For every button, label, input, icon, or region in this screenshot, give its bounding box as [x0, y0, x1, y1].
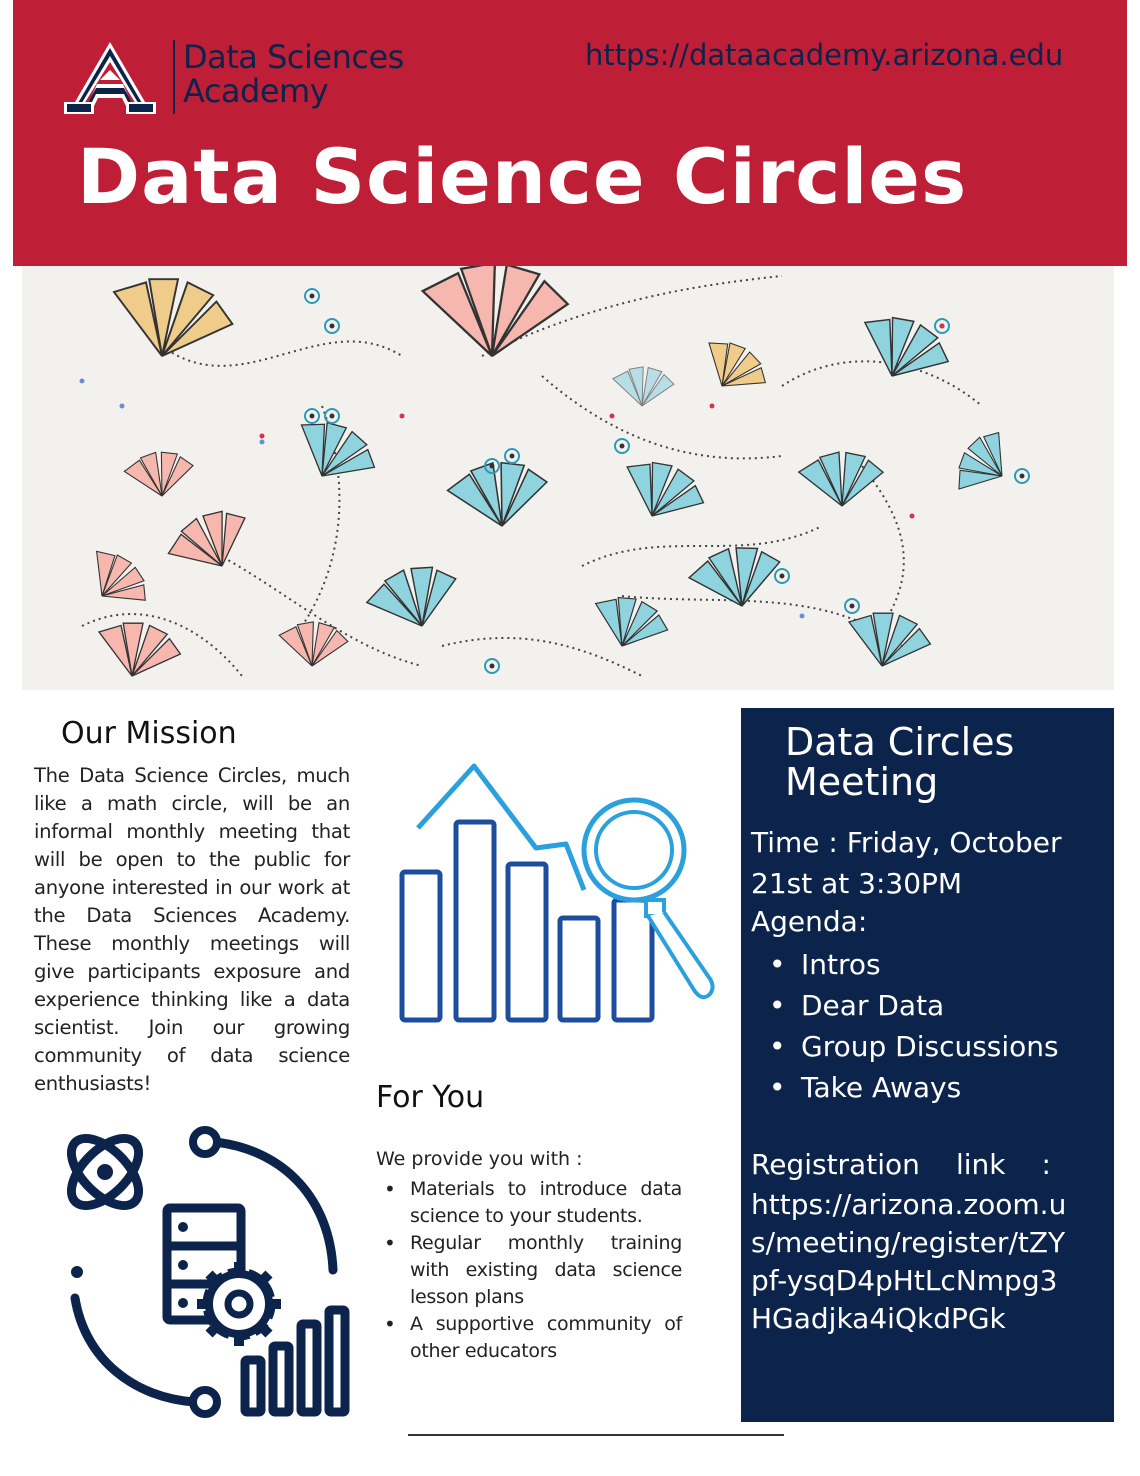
site-url-link[interactable]: https://dataacademy.arizona.edu: [585, 38, 1064, 72]
registration-label: Registration link :: [751, 1148, 1051, 1181]
agenda-item: • Take Aways: [751, 1067, 1059, 1108]
floral-illustration-drawing: [22, 266, 1114, 690]
arizona-a-logo-icon: [62, 40, 158, 116]
meeting-time: Time : Friday, October 21st at 3:30PM: [751, 826, 1062, 900]
header-banner: [13, 0, 1127, 266]
agenda-item: • Dear Data: [751, 985, 1059, 1026]
agenda-list: [751, 944, 1059, 1108]
list-item: • A supportive community of other educators: [376, 1311, 682, 1365]
list-item: • Regular monthly training with existing data science lesson plans: [376, 1230, 682, 1311]
mission-text: The Data Science Circles, much like a math circle, will be an informal monthly meeting that will be open to the public for anyone interested in our work at the Data Sciences Academy. These monthly meetings will give participants exposure and experience thinking like a data scientist. Join our growing community of data science enthusiasts!: [34, 764, 350, 1095]
agenda-label: Agenda:: [751, 905, 868, 938]
agenda-item: • Group Discussions: [751, 1026, 1059, 1067]
list-item: • Materials to introduce data science to your students.: [376, 1176, 682, 1230]
for-you-list: [376, 1176, 682, 1365]
meeting-title: [785, 722, 1014, 802]
meeting-title-line-2: Meeting: [785, 760, 939, 804]
meeting-title-line-1: Data Circles: [785, 720, 1015, 764]
logo-divider: [173, 40, 175, 114]
agenda-item: • Intros: [751, 944, 1059, 985]
registration-link[interactable]: https://arizona.zoom.us/meeting/register/tZYpf-ysqD4pHtLcNmpg3HGadjka4iQkdPGk: [751, 1188, 1067, 1335]
mission-title: Our Mission: [61, 716, 237, 751]
divider-line: [408, 1434, 784, 1436]
page-title: Data Science Circles: [77, 132, 968, 221]
floral-illustration: [22, 266, 1114, 690]
logo-wordmark: [183, 40, 404, 108]
for-you-title: For You: [376, 1080, 485, 1115]
logo-line-2: Academy: [183, 72, 329, 110]
bar-chart-magnifier-icon: [394, 760, 720, 1030]
for-you-intro: We provide you with :: [376, 1148, 583, 1170]
logo-line-1: Data Sciences: [183, 38, 404, 76]
meeting-info-box: [741, 708, 1114, 1422]
atom-server-gear-icon: [55, 1120, 357, 1420]
